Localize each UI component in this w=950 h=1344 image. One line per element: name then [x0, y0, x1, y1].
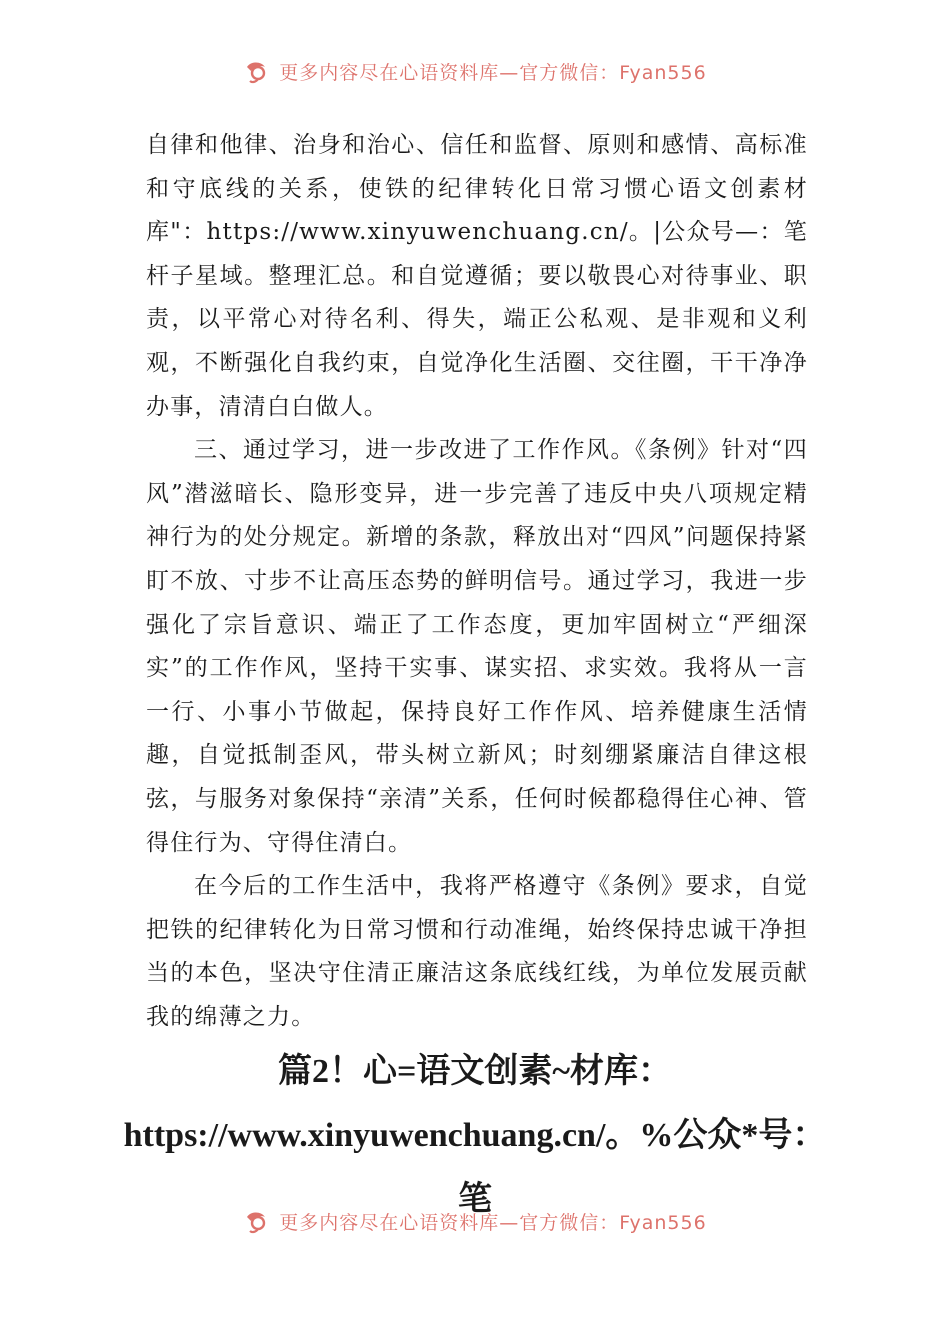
section-heading: 篇2！心=语文创素~材库：https://www.xinyuwenchuang.cn/。%公众*号：笔 — [123, 1053, 827, 1218]
paragraph-2: 三、通过学习，进一步改进了工作作风。《条例》针对“四风”潜滋暗长、隐形变异，进一步完善了违反中央八项规定精神行为的处分规定。新增的条款，释放出对“四风”问题保持紧盯不放、寸步不让高压态势的鲜明信号。通过学习，我进一步强化了宗旨意识、端正了工作态度，更加牢固树立“严细深实”的工作作风，坚持干实事、谋实招、求实效。我将从一言一行、小事小节做起，保持良好工作作风、培养健康生活情趣，自觉抵制歪风，带头树立新风；时刻绷紧廉洁自律这根弦，与服务对象保持“亲清”关系，任何时候都稳得住心神、管得住行为、守得住清白。 — [146, 437, 808, 856]
watermark-footer — [0, 1206, 950, 1236]
watermark-text: 更多内容尽在心语资料库—官方微信：Fyan556 — [279, 1211, 707, 1234]
watermark-header — [0, 56, 950, 86]
watermark-logo-icon — [243, 1207, 271, 1235]
document-body — [146, 124, 808, 1039]
watermark-logo-icon — [243, 57, 271, 85]
watermark-text: 更多内容尽在心语资料库—官方微信：Fyan556 — [279, 61, 707, 84]
paragraph-1: 自律和他律、治身和治心、信任和监督、原则和感情、高标准和守底线的关系，使铁的纪律转化日常习惯心语文创素材库"：https://www.xinyuwenchuang.cn/。|公众号—：笔杆子星域。整理汇总。和自觉遵循；要以敬畏心对待事业、职责，以平常心对待名利、得失，端正公私观、是非观和义利观，不断强化自我约束，自觉净化生活圈、交往圈，干干净净办事，清清白白做人。 — [146, 132, 808, 420]
paragraph-3: 在今后的工作生活中，我将严格遵守《条例》要求，自觉把铁的纪律转化为日常习惯和行动准绳，始终保持忠诚干净担当的本色，坚决守住清正廉洁这条底线红线，为单位发展贡献我的绵薄之力。 — [146, 873, 808, 1030]
